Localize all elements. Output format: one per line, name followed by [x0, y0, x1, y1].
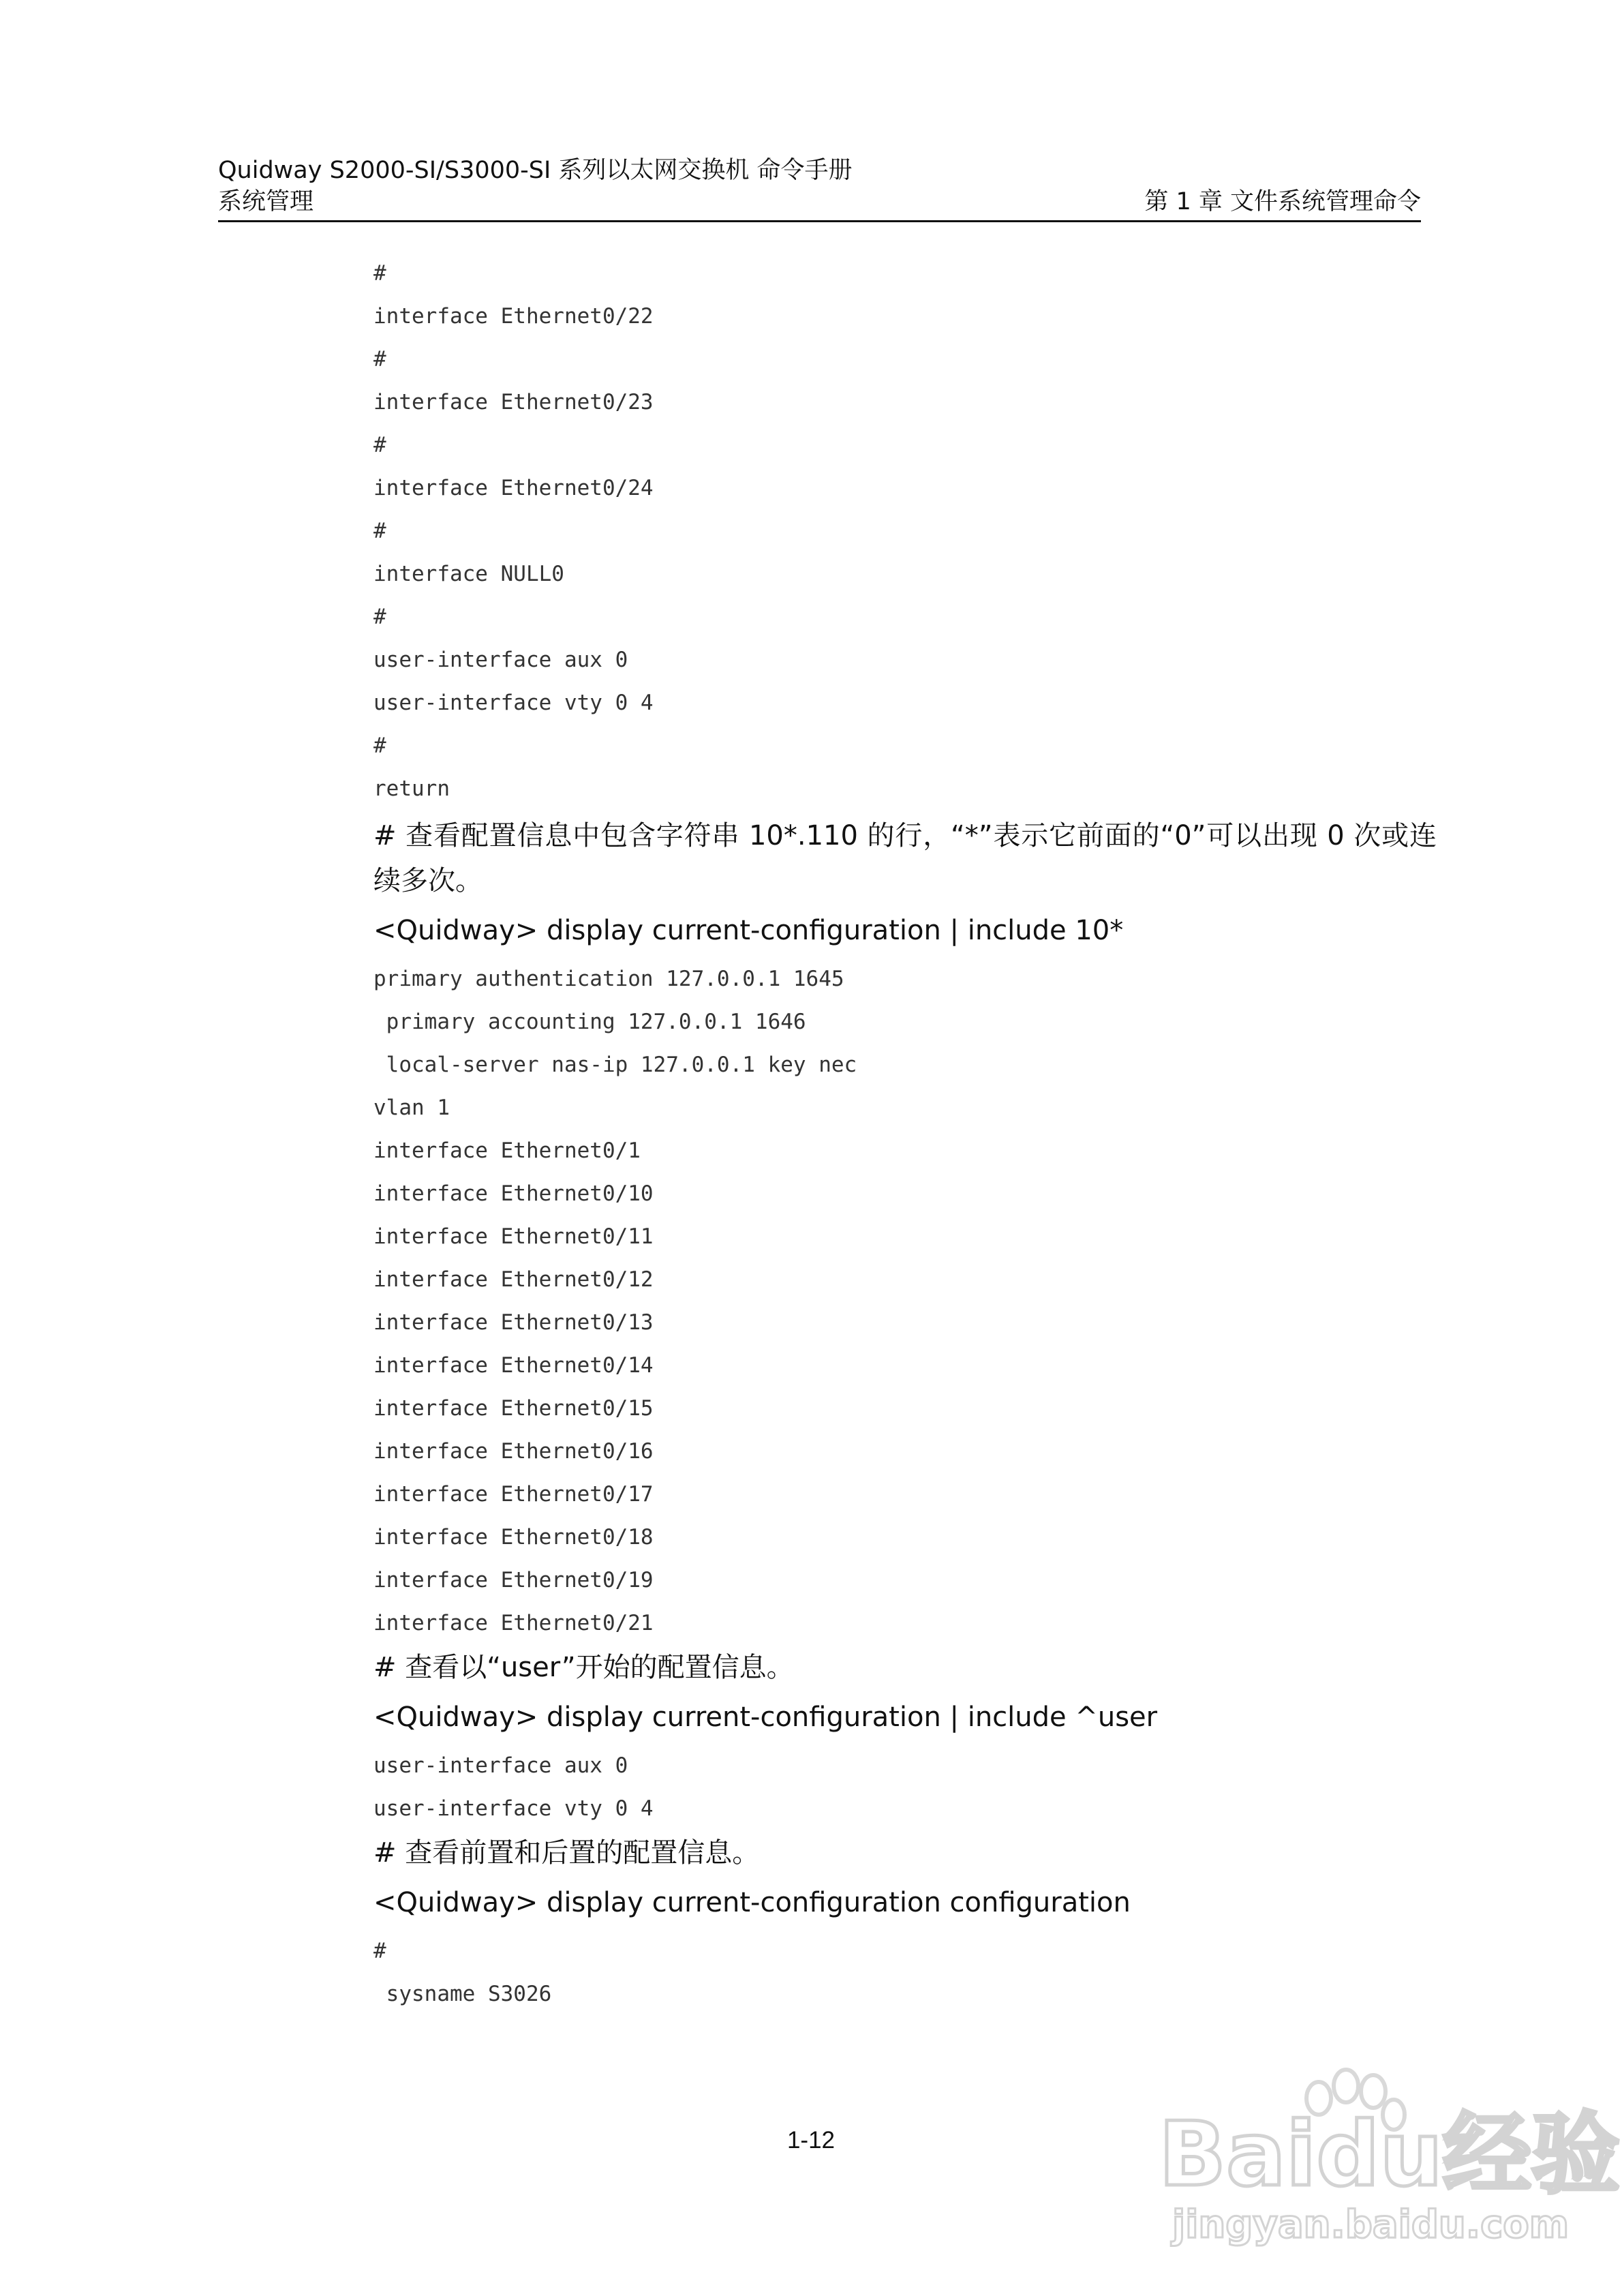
code-block-include-output	[373, 958, 1437, 1645]
note-include-pattern: # 查看配置信息中包含字符串 10*.110 的行，“*”表示它前面的“0”可以出现 0 次或连续多次。	[373, 820, 1437, 896]
code-line: interface Ethernet0/19	[373, 1568, 654, 1592]
code-line: interface Ethernet0/23	[373, 390, 654, 414]
note-pre-post-config: # 查看前置和后置的配置信息。	[373, 1837, 760, 1869]
note-user-prefix: # 查看以“user”开始的配置信息。	[373, 1652, 794, 1683]
code-line: interface Ethernet0/21	[373, 1611, 654, 1635]
code-line: interface Ethernet0/24	[373, 476, 654, 500]
code-line: user-interface vty 0 4	[373, 691, 654, 715]
code-line: #	[373, 261, 386, 286]
document-body	[373, 252, 1437, 2016]
code-line: sysname S3026	[373, 1982, 552, 2006]
code-line: interface Ethernet0/15	[373, 1396, 654, 1421]
watermark-brand: Baidu经验	[1159, 2102, 1620, 2206]
code-line: primary authentication 127.0.0.1 1645	[373, 967, 844, 991]
code-block-config-tail	[373, 252, 1437, 811]
code-line: #	[373, 605, 386, 629]
code-line: return	[373, 776, 450, 801]
code-line: #	[373, 347, 386, 372]
watermark-url: jingyan.baidu.com	[1172, 2203, 1570, 2247]
header-divider	[218, 220, 1421, 222]
code-line: #	[373, 734, 386, 758]
code-line: user-interface aux 0	[373, 648, 628, 672]
code-line: interface Ethernet0/16	[373, 1439, 654, 1464]
code-line: interface Ethernet0/18	[373, 1525, 654, 1550]
code-line: interface Ethernet0/1	[373, 1138, 641, 1163]
code-block-configuration-output	[373, 1930, 1437, 2016]
code-line: interface Ethernet0/22	[373, 304, 654, 329]
code-line: interface Ethernet0/17	[373, 1482, 654, 1507]
code-line: interface Ethernet0/12	[373, 1267, 654, 1292]
code-line: #	[373, 433, 386, 457]
code-line: interface Ethernet0/14	[373, 1353, 654, 1378]
baidu-jingyan-watermark	[1145, 2059, 1620, 2263]
command-include-user: <Quidway> display current-configuration | include ^user	[373, 1702, 1158, 1733]
chapter-title: 第 1 章 文件系统管理命令	[1144, 188, 1421, 215]
code-line: interface Ethernet0/11	[373, 1224, 654, 1249]
code-line: #	[373, 519, 386, 543]
code-line: #	[373, 1939, 386, 1963]
code-line: vlan 1	[373, 1096, 450, 1120]
code-line: interface Ethernet0/13	[373, 1310, 654, 1335]
command-display-configuration: <Quidway> display current-configuration configuration	[373, 1887, 1131, 1918]
code-line: user-interface aux 0	[373, 1753, 628, 1778]
code-line: local-server nas-ip 127.0.0.1 key nec	[373, 1053, 857, 1077]
code-block-user-output	[373, 1744, 1437, 1830]
code-line: primary accounting 127.0.0.1 1646	[373, 1010, 806, 1034]
code-line: user-interface vty 0 4	[373, 1796, 654, 1821]
page-header	[218, 155, 1421, 221]
code-line: interface Ethernet0/10	[373, 1181, 654, 1206]
section-name: 系统管理	[218, 188, 314, 215]
code-line: interface NULL0	[373, 562, 564, 586]
command-include-10: <Quidway> display current-configuration | include 10*	[373, 915, 1124, 946]
manual-title: Quidway S2000-SI/S3000-SI 系列以太网交换机 命令手册	[218, 157, 853, 184]
page-number: 1-12	[786, 2127, 836, 2154]
